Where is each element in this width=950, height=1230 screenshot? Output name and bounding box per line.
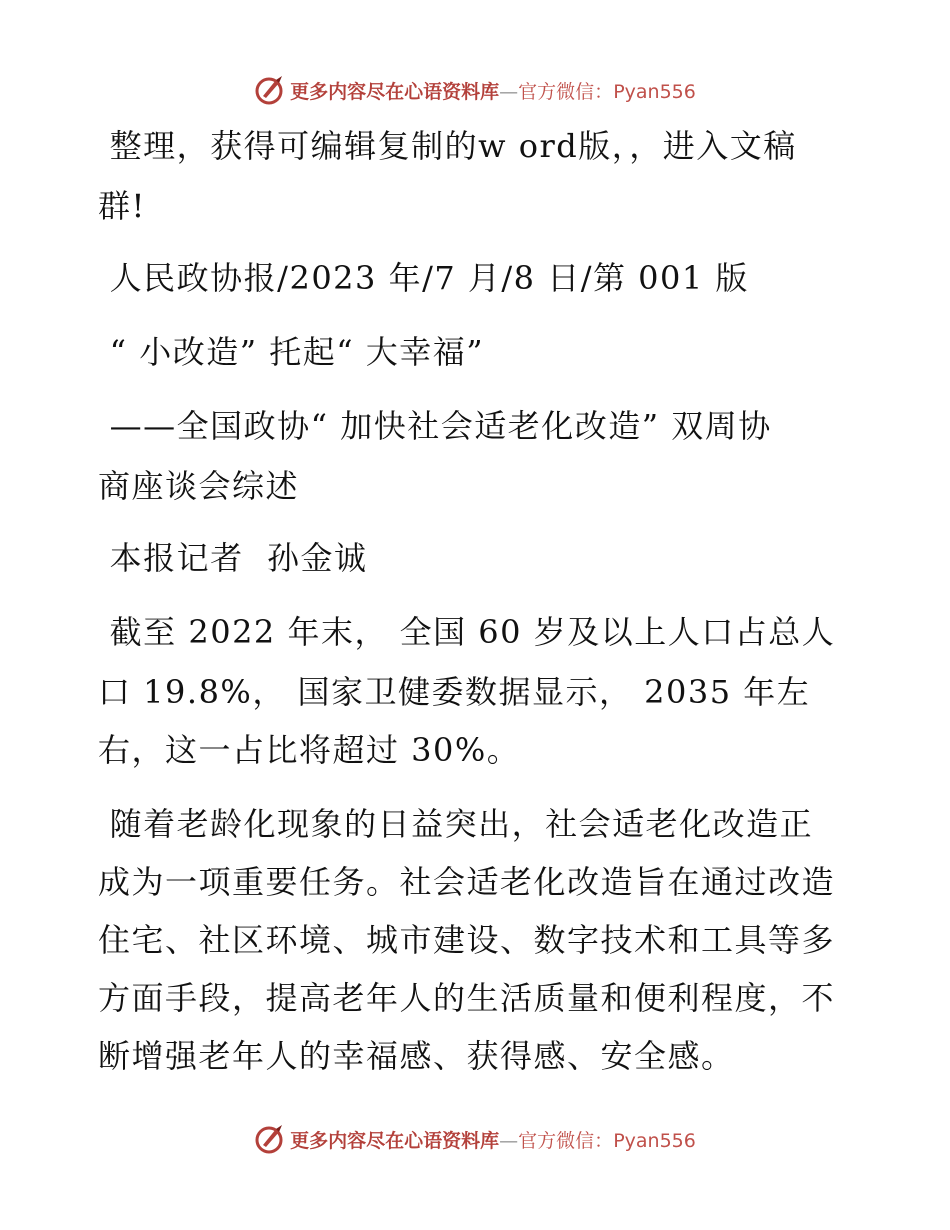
paragraph-line: 方面手段，提高老年人的生活质量和便利程度，不: [98, 979, 836, 1017]
watermark-wechat-id: Pyan556: [613, 1129, 696, 1152]
source-line: 人民政协报/2023 年/7 月/8 日/第 001 版: [98, 259, 749, 297]
paragraph-line: 截至 2022 年末， 全国 60 岁及以上人口占总人: [98, 613, 836, 651]
article-subtitle: 商座谈会综述: [98, 467, 300, 505]
paragraph-line: 右，这一占比将超过 30%。: [98, 731, 521, 769]
article-title: “ 小改造” 托起“ 大幸福”: [98, 333, 485, 371]
quill-logo-icon: [254, 1123, 286, 1155]
paragraph-line: 成为一项重要任务。社会适老化改造旨在通过改造: [98, 863, 836, 901]
header-watermark: [0, 72, 950, 108]
byline: 本报记者 孙金诚: [98, 539, 368, 577]
watermark-main-text: 更多内容尽在心语资料库: [290, 1129, 500, 1152]
footer-watermark: [0, 1121, 950, 1157]
watermark-wechat-label: 官方微信：: [518, 1129, 614, 1152]
watermark-wechat-id: Pyan556: [613, 80, 696, 103]
watermark-main-text: 更多内容尽在心语资料库: [290, 80, 500, 103]
watermark-text: [290, 77, 696, 104]
text-line: 整理，获得可编辑复制的w ord版，，进入文稿: [98, 127, 797, 165]
watermark-wechat-label: 官方微信：: [518, 80, 614, 103]
text-line: 群!: [98, 187, 146, 225]
watermark-separator: —: [499, 1129, 519, 1152]
paragraph-line: 随着老龄化现象的日益突出，社会适老化改造正: [98, 805, 814, 843]
watermark-text: [290, 1126, 696, 1153]
paragraph-line: 住宅、社区环境、城市建设、数字技术和工具等多: [98, 921, 836, 959]
watermark-separator: —: [499, 80, 519, 103]
paragraph-line: 口 19.8%， 国家卫健委数据显示， 2035 年左: [98, 673, 811, 711]
quill-logo-icon: [254, 74, 286, 106]
paragraph-line: 断增强老年人的幸福感、获得感、安全感。: [98, 1037, 735, 1075]
article-subtitle: ——全国政协“ 加快社会适老化改造” 双周协: [98, 407, 772, 445]
